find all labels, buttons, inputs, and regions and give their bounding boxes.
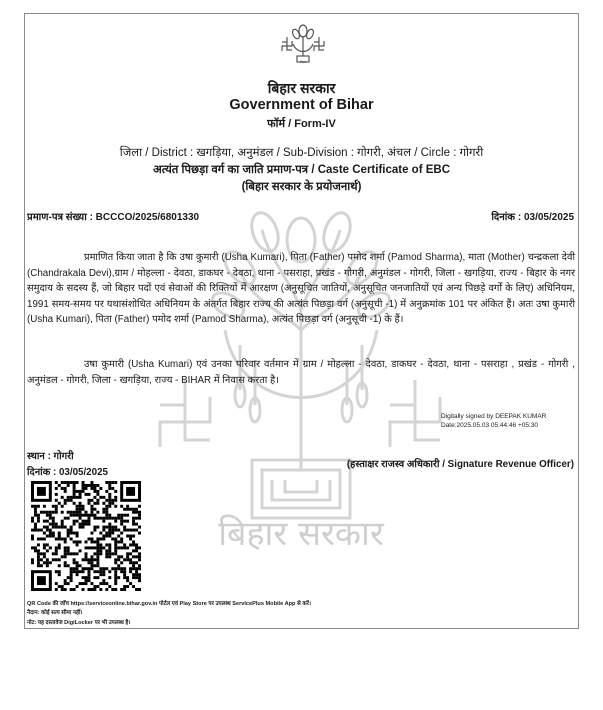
certificate-title: अत्यंत पिछड़ा वर्ग का जाति प्रमाण-पत्र / Caste Certificate of EBC bbox=[152, 164, 451, 176]
certificate-date: दिनांक : 03/05/2025 bbox=[491, 212, 574, 223]
form-number: फॉर्म / Form-IV bbox=[267, 118, 336, 130]
para1-first-line: प्रमाणित किया जाता है कि उषा कुमारी (Usha Kumari), पिता (Father) पमोद शर्मा (Pamod Sharma), माता (Mother) bbox=[84, 252, 525, 263]
qr-verification-note: QR Code की जाँच https://serviceonline.bihar.gov.in पोर्टल एवं Play Store पर उपलब्ध ServicePlus Mobile App से करें। bbox=[27, 601, 312, 607]
para2-first-line: उषा कुमारी (Usha Kumari) एवं उनका परिवार वर्तमान में ग्राम / मोहल्ला - देवठा, डाकघर - देवठा, थाना - पसराहा , प्रखंड - गोगरी , bbox=[84, 359, 575, 370]
qr-code[interactable] bbox=[31, 481, 141, 591]
certificate-number: प्रमाण-पत्र संख्या : BCCCO/2025/6801330 bbox=[27, 212, 200, 223]
government-title-hindi: बिहार सरकार bbox=[267, 80, 336, 96]
digilocker-note: नोट: यह दस्तावेज DigiLocker पर भी उपलब्ध है। bbox=[27, 620, 131, 626]
issue-date: दिनांक : 03/05/2025 bbox=[27, 467, 108, 478]
certificate-purpose: (बिहार सरकार के प्रयोजनार्थ) bbox=[241, 181, 362, 193]
bihar-emblem-icon bbox=[277, 22, 329, 64]
government-title: Government of Bihar bbox=[229, 97, 374, 113]
digital-signature-signer: Digitally signed by DEEPAK KUMAR bbox=[441, 413, 547, 420]
top-emblem-label: बिहार bbox=[299, 60, 307, 64]
para1-continuation: चन्द्रकला देवी (Chandrakala Devi),ग्राम / मोहल्ला - देवठा, डाकघर - देवठा, थाना - पसराहा, प्रखंड - गोगरी, अनुमंडल - गोगरी, जिला - खगड़िया, राज्य - बिहार के नगर समुदाय के सदस्य हैं, जो बिहार पदों एवं सेवाओं की रिक्तियों में आरक्षण (अनुसूचित जातियों, अनुसूचित जनजातियों एवं अन्य पिछड़े वर्गों के लिए) अधिनियम, 1991 समय-समय पर यथासंशोधित अधिनियम के अंतर्गत बिहार राज्य की अत्यंत पिछड़ा वर्ग (अनुसूची -1) में अनुक्रमांक 101 पर अंकित हैं। अतः उषा कुमारी (Usha Kumari), पिता (Father) पमोद शर्मा (Pamod Sharma), अत्यंत पिछड़ा वर्ग (अनुसूची -1) के हैं। bbox=[27, 252, 575, 326]
para2-continuation: अनुमंडल - गोगरी, जिला - खगड़िया, राज्य - BIHAR में निवास करता है। bbox=[27, 374, 279, 386]
signature-validity-note: नैदान: कोई सत्य सीमा नहीं। bbox=[27, 610, 83, 616]
certification-paragraph bbox=[27, 250, 575, 328]
digital-signature bbox=[441, 412, 546, 430]
residence-paragraph bbox=[27, 357, 575, 388]
signature-label: (हस्ताक्षर राजस्व अधिकारी / Signature Revenue Officer) bbox=[346, 459, 574, 470]
district-line: जिला / District : खगड़िया, अनुमंडल / Sub-Division : गोगरी, अंचल / Circle : गोगरी bbox=[119, 147, 484, 159]
watermark-text: बिहार सरकार bbox=[218, 514, 384, 554]
digital-signature-date: Date:2025.05.03 05:44:46 +05:30 bbox=[441, 422, 539, 429]
issue-place: स्थान : गोगरी bbox=[27, 451, 74, 462]
